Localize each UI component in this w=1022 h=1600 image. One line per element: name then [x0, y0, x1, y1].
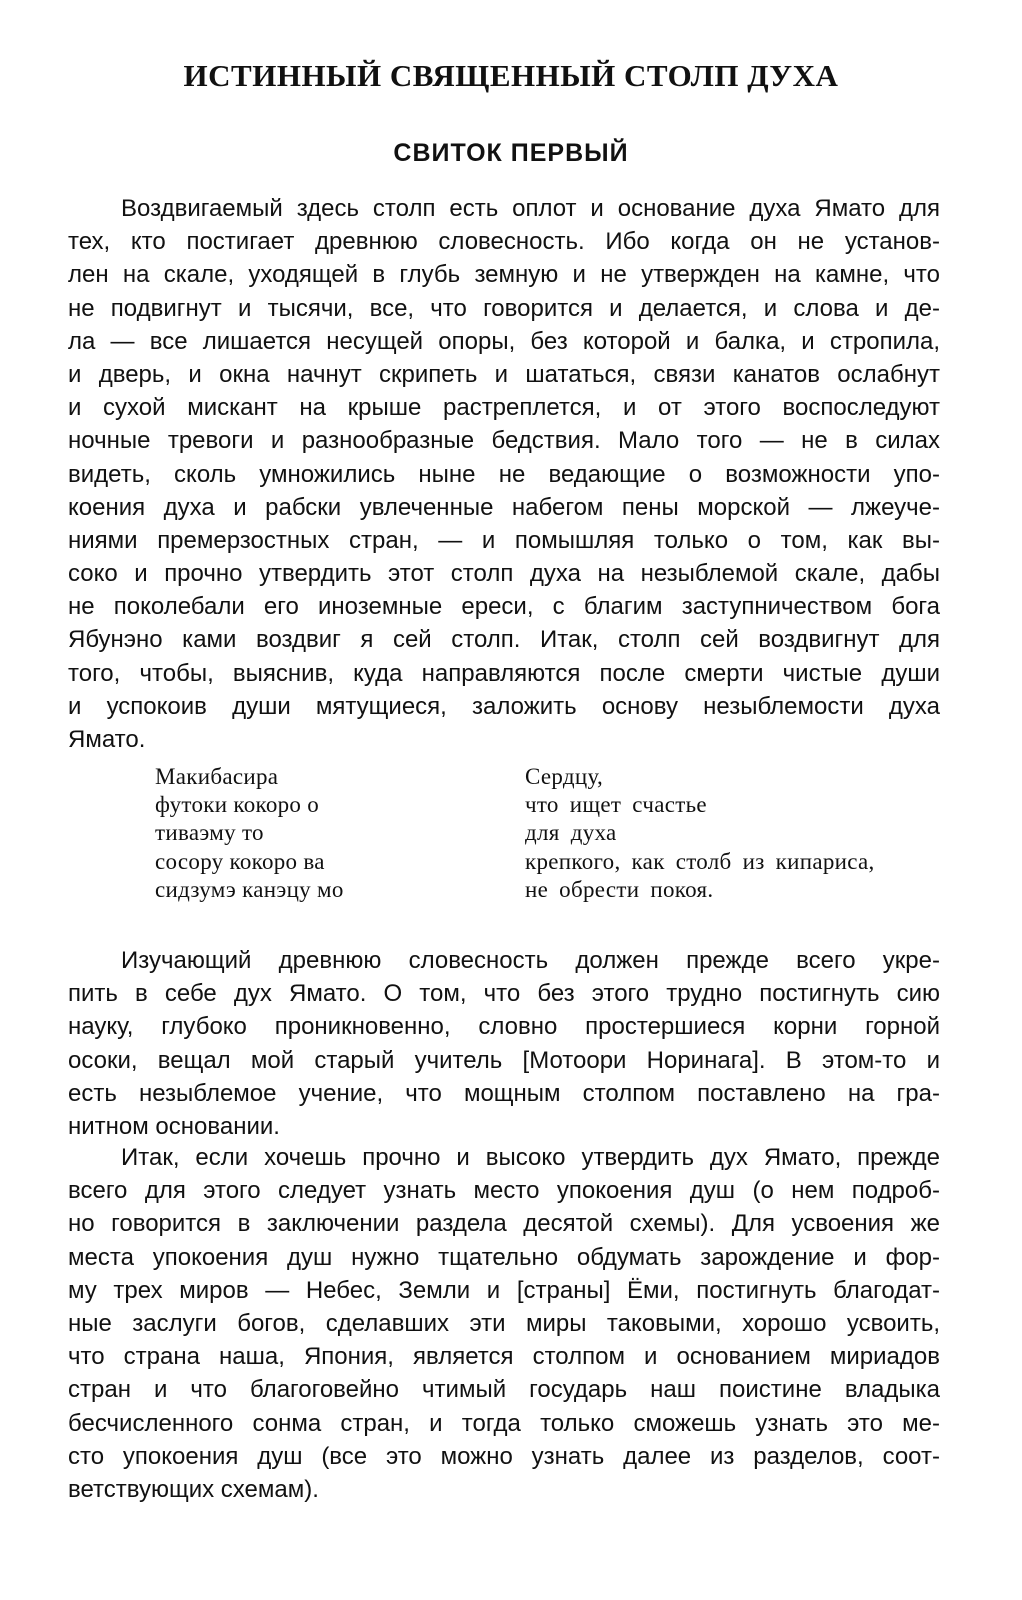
text-line: Ямато. [68, 726, 146, 753]
text-line: Итак, если хочешь прочно и высоко утвердить дух Ямато, прежде [121, 1144, 940, 1171]
text-line: ные заслуги богов, сделавших эти миры таковыми, хорошо усвоить, [68, 1309, 940, 1337]
text-line: тех, кто постигает древнюю словесность. Ибо когда он не установ- [68, 228, 940, 256]
text-line: и сухой мискант на крыше растреплется, и от этого воспоследуют [68, 394, 940, 422]
text-line: ветствующих схемам). [68, 1475, 319, 1503]
poem-line: для духа [525, 820, 617, 846]
text-line: что страна наша, Япония, является столпом и основанием мириадов [68, 1343, 940, 1371]
text-line: есть незыблемое учение, что мощным столпом поставлено на гра- [68, 1079, 940, 1107]
text-line: не подвигнут и тысячи, все, что говорится и делается, и слова и де- [68, 294, 940, 322]
text-line: ночные тревоги и разнообразные бедствия. Мало того — не в силах [68, 427, 940, 455]
text-line: му трех миров — Небес, Земли и [страны] Ёми, постигнуть благодат- [68, 1276, 940, 1304]
text-line: всего для этого следует узнать место упокоения душ (о нем подроб- [68, 1177, 940, 1205]
poem-line: Макибасира [155, 764, 279, 789]
text-line: соко и прочно утвердить этот столп духа на незыблемой скале, дабы [68, 560, 940, 588]
paragraph-2 [68, 944, 940, 1143]
poem-line: Сердцу, [525, 764, 604, 789]
poem-line: футоки кокоро о [155, 792, 320, 818]
text-line: коения духа и рабски увлеченные набегом пены морской — лжеуче- [68, 493, 940, 521]
poem-line: сидзумэ канэцу мо [155, 876, 344, 902]
text-line: ниями премерзостных стран, — и помышляя только о том, как вы- [68, 526, 940, 554]
scroll-subtitle: СВИТОК ПЕРВЫЙ [393, 139, 629, 167]
text-line: лен на скале, уходящей в глубь земную и не утвержден на камне, что [68, 261, 940, 289]
text-line: Изучающий древнюю словесность должен прежде всего укре- [121, 947, 940, 974]
text-line: бесчисленного сонма стран, и тогда только сможешь узнать это ме- [68, 1409, 940, 1437]
poem-line: что ищет счастье [525, 792, 707, 818]
text-line: науку, глубоко проникновенно, словно простершиеся корни горной [68, 1013, 940, 1041]
text-line: стран и что благоговейно чтимый государь наш поистине владыка [68, 1376, 940, 1404]
poem-original [155, 763, 344, 904]
poem-line: не обрести покоя. [525, 876, 714, 902]
text-line: и успокоив души мятущиеся, заложить основу незыблемости духа [68, 692, 940, 720]
text-line: не поколебали его иноземные ереси, с благим заступничеством бога [68, 593, 940, 621]
text-line: того, чтобы, выяснив, куда направляются после смерти чистые души [68, 659, 940, 687]
text-line: осоки, вещал мой старый учитель [Мотоори Норинага]. В этом-то и [68, 1046, 940, 1074]
text-line: ла — все лишается несущей опоры, без которой и балка, и стропила, [68, 327, 940, 355]
text-line: видеть, сколь умножились ныне не ведающие о возможности упо- [68, 460, 940, 488]
text-line: места упокоения душ нужно тщательно обдумать зарождение и фор- [68, 1243, 940, 1271]
text-line: но говорится в заключении раздела десятой схемы). Для усвоения же [68, 1210, 940, 1238]
paragraph-1 [68, 192, 940, 756]
text-line: нитном основании. [68, 1112, 280, 1140]
text-line: Воздвигаемый здесь столп есть оплот и основание духа Ямато для [121, 195, 940, 222]
poem-line: тиваэму то [155, 820, 264, 846]
text-line: и дверь, и окна начнут скрипеть и шататься, связи канатов ослабнут [68, 360, 940, 388]
text-line: пить в себе дух Ямато. О том, что без этого трудно постигнуть сию [68, 980, 940, 1008]
paragraph-3 [68, 1141, 940, 1506]
poem-translation [525, 763, 875, 904]
text-line: Ябунэно ками воздвиг я сей столп. Итак, столп сей воздвигнут для [68, 626, 940, 654]
page-title: ИСТИННЫЙ СВЯЩЕННЫЙ СТОЛП ДУХА [183, 58, 839, 93]
text-line: сто упокоения душ (все это можно узнать далее из разделов, соот- [68, 1442, 940, 1470]
poem-line: сосору кокоро ва [155, 848, 325, 874]
poem-line: крепкого, как столб из кипариса, [525, 848, 875, 874]
